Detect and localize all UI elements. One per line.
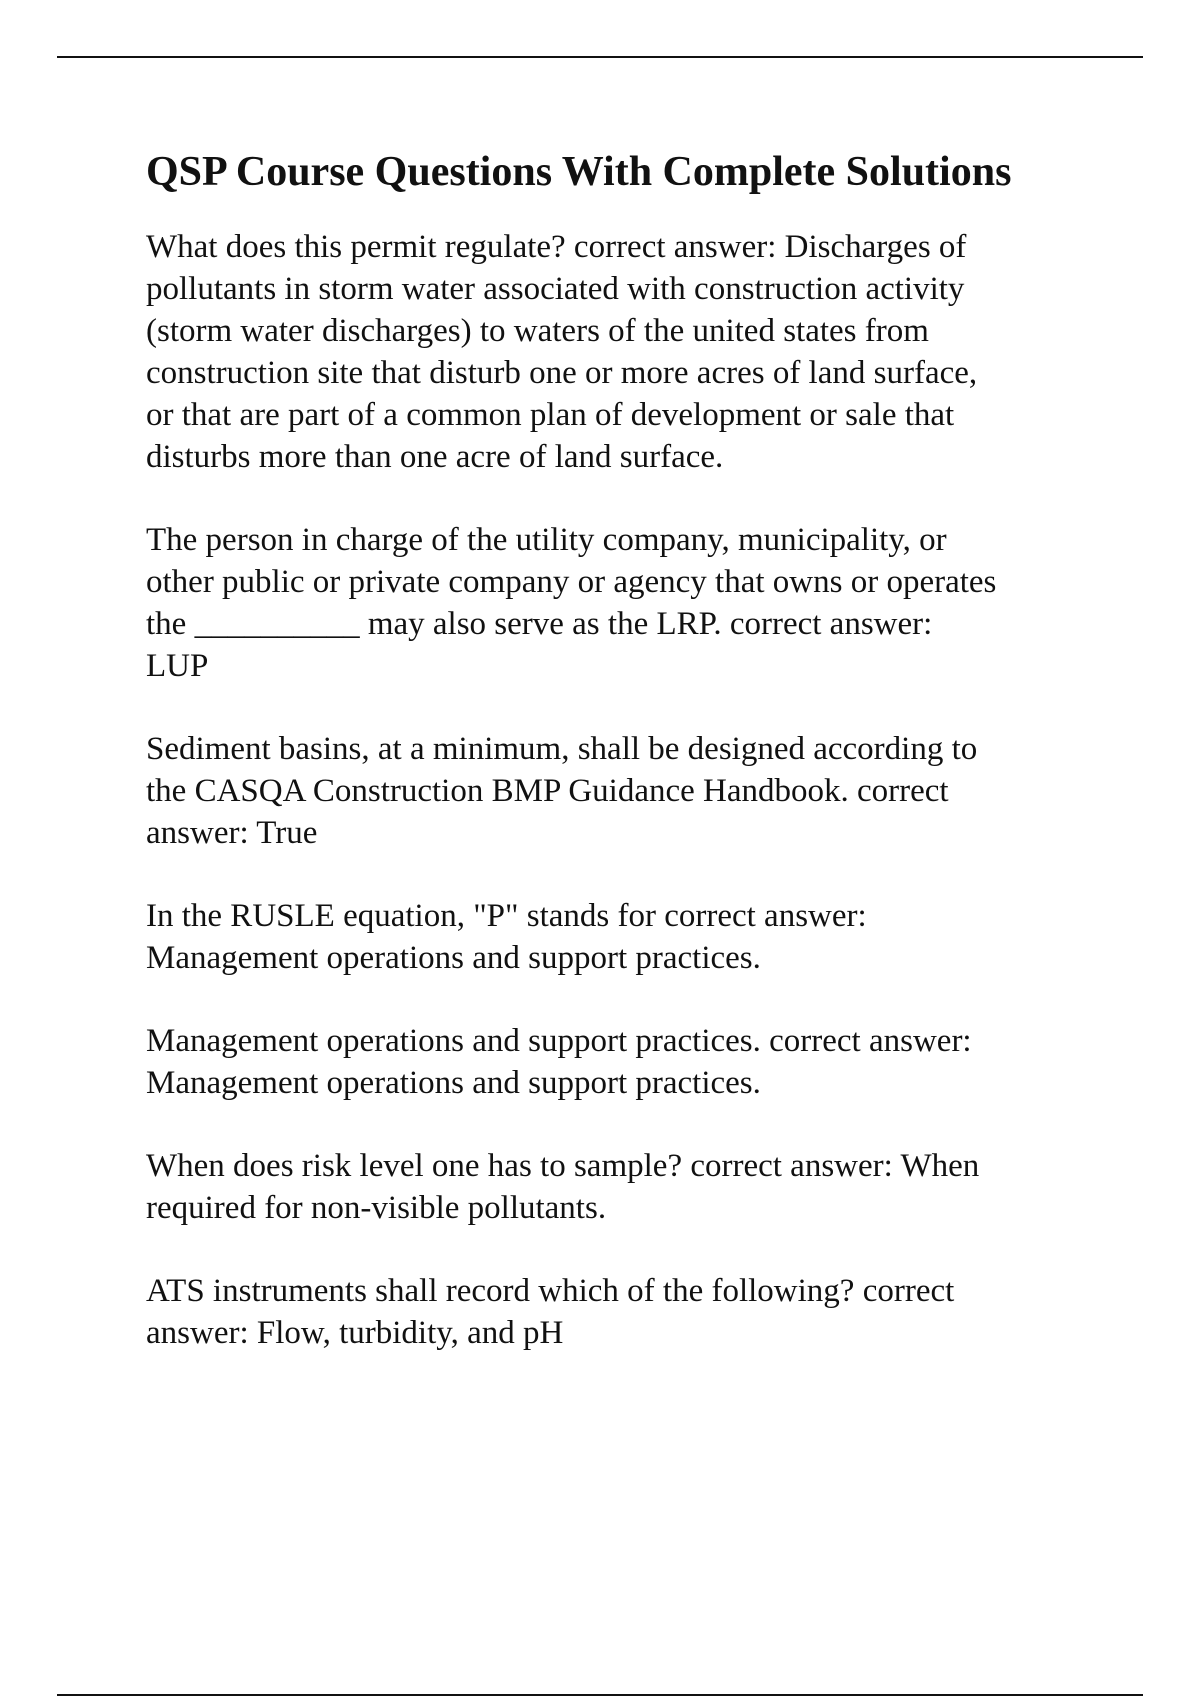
qa-item-1: What does this permit regulate? correct answer: Discharges of pollutants in storm water associated with construction activity (storm water discharges) to waters of the united states from construction site that disturb one or more acres of land surface, or that are part of a common plan of development or sale that disturbs more than one acre of land surface. (146, 229, 978, 475)
qa-list (146, 226, 1106, 1354)
qa-item-4: In the RUSLE equation, "P" stands for correct answer: Management operations and support practices. (146, 898, 867, 976)
bottom-divider (57, 1694, 1143, 1696)
qa-item-2: The person in charge of the utility company, municipality, or other public or private company or agency that owns or operates the __________ may also serve as the LRP. correct answer: LUP (146, 522, 997, 684)
document-body (146, 140, 1106, 1395)
top-divider (57, 56, 1143, 58)
qa-item-6: When does risk level one has to sample? correct answer: When required for non-visible pollutants. (146, 1148, 980, 1226)
qa-item-7: ATS instruments shall record which of the following? correct answer: Flow, turbidity, and pH (146, 1273, 955, 1351)
qa-item-5: Management operations and support practices. correct answer: Management operations and support practices. (146, 1023, 972, 1101)
qa-item-3: Sediment basins, at a minimum, shall be designed according to the CASQA Construction BMP Guidance Handbook. correct answer: True (146, 731, 978, 851)
document-title: QSP Course Questions With Complete Solutions (146, 149, 1012, 195)
